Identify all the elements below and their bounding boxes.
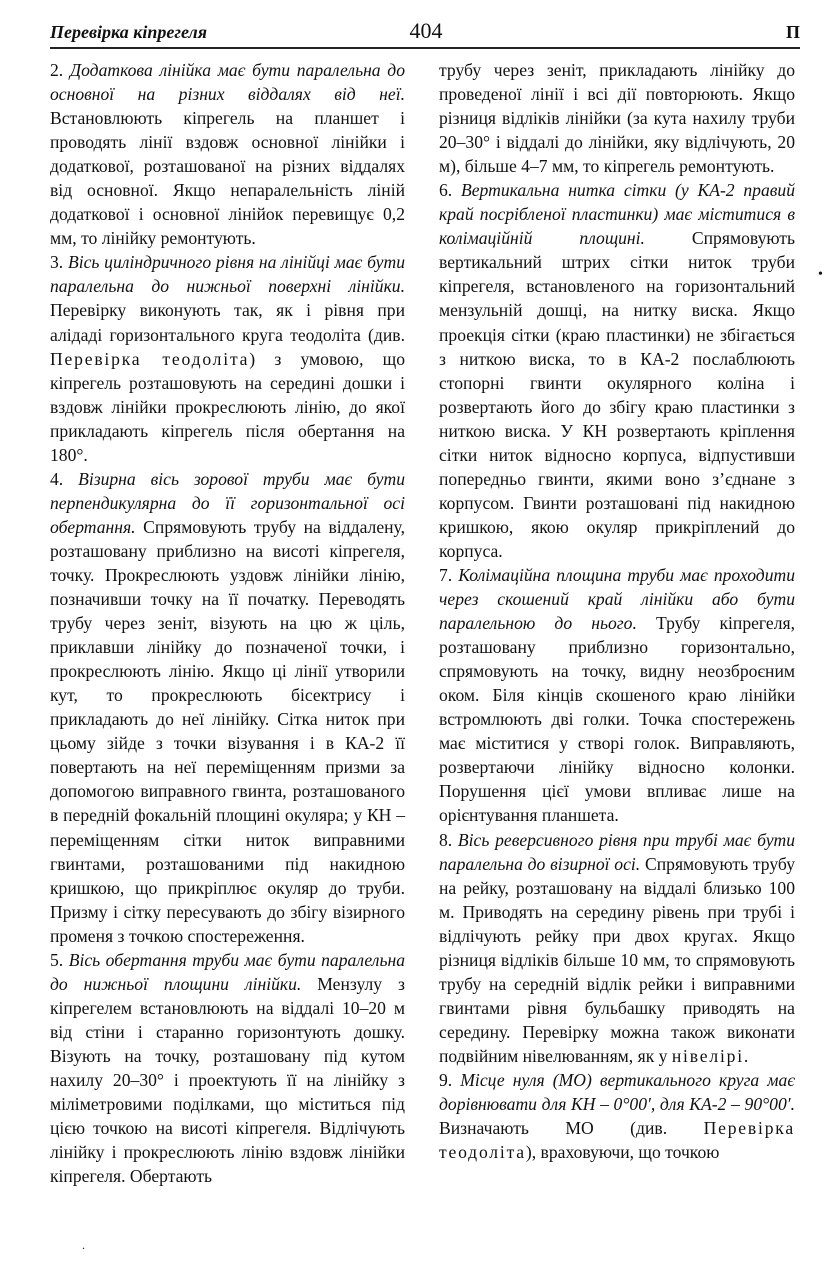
item-text: . bbox=[743, 1045, 749, 1066]
paragraph-8 bbox=[439, 828, 795, 1068]
section-letter: П bbox=[785, 22, 800, 42]
margin-mark: • bbox=[818, 267, 823, 282]
item-number: 3. bbox=[50, 252, 68, 273]
item-text: ), враховуючи, що точкою bbox=[525, 1142, 720, 1163]
paragraph-3 bbox=[50, 250, 405, 466]
item-heading: Додаткова лінійка має бути паралельна до основної на різних віддалях від неї. bbox=[50, 60, 406, 105]
paragraph-7 bbox=[439, 563, 795, 828]
item-number: 4. bbox=[50, 468, 79, 489]
item-text: Визначають МО (див. bbox=[439, 1118, 704, 1139]
paragraph-4 bbox=[50, 467, 405, 948]
paragraph-2 bbox=[50, 58, 405, 250]
item-heading: Вертикальна нитка сітки (у КА-2 правий край посрібленої пластинки) має міститися в колімаційній площині. bbox=[439, 180, 796, 249]
paragraph-5 bbox=[50, 948, 405, 1188]
item-number: 8. bbox=[439, 829, 458, 850]
item-heading: Вісь реверсивного рівня при трубі має бути паралельна до візирної осі. bbox=[439, 829, 796, 874]
item-text: трубу через зеніт, прикладають лінійку до проведеної лінії і всі дії повторюють. Якщо різниця відліків лінійки (за кута нахилу труби 20–30° і віддалі до лінійки, яку відлічують, 20 м), більше 4–7 мм, то кіпрегель ремонтують. bbox=[439, 60, 795, 177]
right-column bbox=[439, 58, 795, 1164]
item-text: Спрямовують вертикальний штрих сітки ниток труби кіпрегеля, встановленого на горизонтальний мензульній дошці, на нитку виска. Якщо проекція сітки (краю пластинки) не збігається з ниткою виска, то в КА-2 послаблюють стопорні гвинти окулярного коліна і розвертають його до збігу краю пластинки з ниткою виска. У КН розвертають кріплення сітки ниток відносно корпуса, відпустивши попередньо гвинти, якими воно з’єднане з корпусом. Гвинти розташовані під накидною кришкою, якою окуляр прикріплений до корпуса. bbox=[439, 228, 795, 561]
item-number: 7. bbox=[439, 564, 459, 585]
page-header bbox=[50, 18, 800, 44]
cross-reference: Перевірка теодоліта bbox=[439, 1118, 795, 1163]
item-heading: Візирна вісь зорової труби має бути перпендикулярна до її горизонтальної осі обертання. bbox=[50, 468, 405, 537]
cross-reference: Перевірка теодоліта bbox=[50, 348, 250, 369]
item-text: ) з умовою, що кіпрегель розташовують на середині дошки і вздовж лінійки прокреслюють лінію, до якої прикладають кіпрегель після обертання на 180°. bbox=[50, 348, 405, 465]
cross-reference: нівелірі bbox=[671, 1045, 744, 1066]
paragraph-continued bbox=[439, 58, 795, 178]
item-text: Трубу кіпрегеля, розташовану приблизно горизонтально, спрямовують на точку, видну неозброєним оком. Біля кінців скошеного краю лінійки встромлюють дві голки. Точка спостережень має міститися у створі голок. Виправляють, розвертаючи лінійку відносно колонки. Порушення цієї умови впливає лише на орієнтування планшета. bbox=[439, 613, 795, 826]
item-number: 6. bbox=[439, 180, 461, 201]
item-text: Спрямовують трубу на рейку, розташовану на віддалі близько 100 м. Приводять на середину рівень при трубі і відлічують рейку при двох кругах. Якщо різниця відліків більше 10 мм, то спрямовують трубу на середній відлік рейки і виправними гвинтами рівня бульбашку приводять на середину. Перевірку можна також виконати подвійним нівелюванням, як у bbox=[439, 853, 795, 1066]
item-heading: Колімаційна площина труби має проходити через скошений край лінійки або бути паралельною до нього. bbox=[439, 564, 796, 634]
running-head-title: Перевірка кіпрегеля bbox=[50, 22, 208, 42]
item-heading: Вісь циліндричного рівня на лінійці має бути паралельна до нижньої поверхні лінійки. bbox=[50, 252, 405, 297]
item-heading: Вісь обертання труби має бути паралельна до нижньої площини лінійки. bbox=[50, 949, 405, 994]
item-text: Перевірку виконують так, як і рівня при алідаді горизонтального круга теодоліта (див. bbox=[50, 300, 405, 345]
page-number: 404 bbox=[409, 18, 443, 43]
item-text: Спрямовують трубу на віддалену, розташовану приблизно на висоті кіпрегеля, точку. Прокреслюють уздовж лінійки лінію, позначивши точку на її початку. Переводять трубу через зеніт, візують на цю ж ціль, приклавши лінійку до позначеної точки, і прокреслюють лінію. Якщо ці лінії утворили кут, то прокреслюють бісектрису і прикладають до неї лінійку. Сітка ниток при цьому зійде з точки візування і в КА-2 її повертають на неї переміщенням призми за допомогою виправного гвинта, розташованого в передній фокальній площині окуляра; у КН – переміщенням сітки ниток виправними гвинтами, розташованими під накидною кришкою, що прикріплює окуляр до труби. Призму і сітку пересувають до збігу візирного променя з точкою спостереження. bbox=[50, 516, 405, 946]
item-number: 5. bbox=[50, 949, 69, 970]
paragraph-6 bbox=[439, 178, 795, 563]
item-number: 2. bbox=[50, 60, 70, 80]
header-divider bbox=[50, 47, 800, 49]
item-number: 9. bbox=[439, 1069, 461, 1090]
item-text: Встановлюють кіпрегель на планшет і проводять лінії вздовж основної лінійки і додаткової, розташованої на різних віддалях від основної. Якщо непаралельність ліній додаткової і основної лінійок перевищує 0,2 мм, то лінійку ремонтують. bbox=[50, 108, 405, 249]
left-column bbox=[50, 58, 405, 1188]
paragraph-9 bbox=[439, 1068, 795, 1164]
scan-speck: . bbox=[82, 1238, 85, 1252]
item-text: Мензулу з кіпрегелем встановлюють на віддалі 10–20 м від стіни і старанно горизонтують дошку. Візують на точку, розташовану під кутом нахилу 20–30° і проектують її на лінійку з міліметровими поділками, що міститься під цією точкою на висоті кіпрегеля. Відлічують лінійку і прокреслюють лінію вздовж лінійки кіпрегеля. Обертають bbox=[50, 973, 405, 1187]
item-heading: Місце нуля (МО) вертикального круга має дорівнювати для КН – 0°00′, для КА-2 – 90°00′. bbox=[439, 1069, 796, 1115]
